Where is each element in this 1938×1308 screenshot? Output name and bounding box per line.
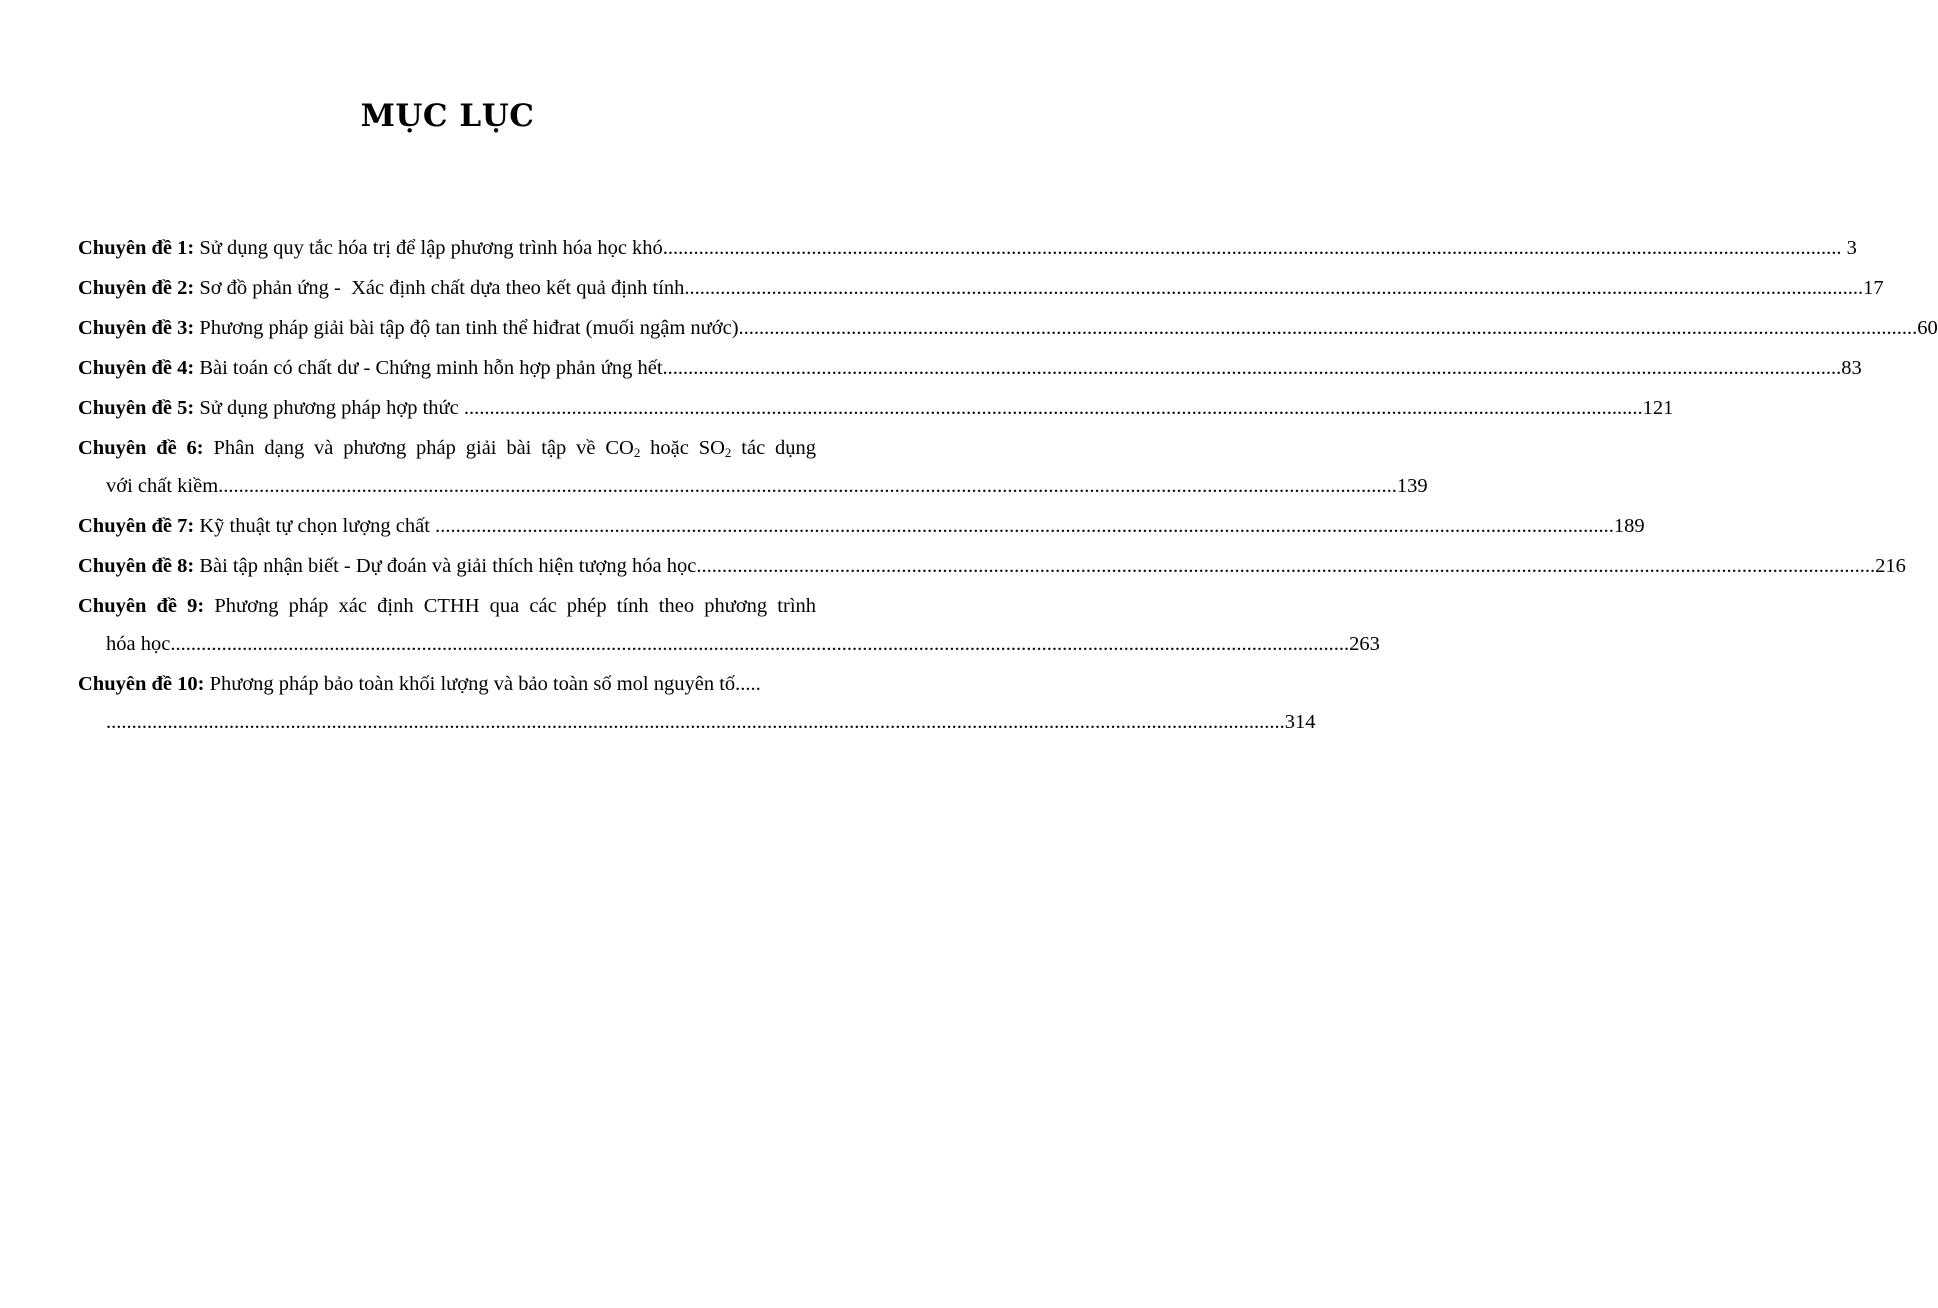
toc-entry-4[interactable]	[78, 349, 1862, 387]
leader-dots-trail: .....	[735, 673, 761, 695]
toc-entry-title-part: Phân dạng và phương pháp giải bài tập về CO	[213, 437, 634, 459]
toc-entry-8[interactable]	[78, 547, 1906, 585]
toc-entry-6[interactable]	[78, 429, 1428, 505]
leader-dots	[218, 467, 1397, 505]
leader-dots	[464, 389, 1643, 427]
toc-entry-1[interactable]	[78, 229, 1857, 267]
toc-entry-page: 3	[1846, 237, 1857, 259]
toc-entry-title: Bài toán có chất dư - Chứng minh hỗn hợp phản ứng hết	[199, 357, 663, 379]
toc-entry-label: Chuyên đề 9:	[78, 595, 205, 617]
toc-entry-page: 17	[1863, 277, 1884, 299]
leader-dots	[663, 349, 1842, 387]
toc-entry-page: 60	[1917, 317, 1938, 339]
leader-dots	[663, 229, 1842, 267]
toc-entry-page: 263	[1349, 633, 1380, 655]
toc-entry-label: Chuyên đề 8:	[78, 555, 195, 577]
toc-entry-label: Chuyên đề 5:	[78, 397, 195, 419]
toc-entry-second-line	[78, 703, 1316, 741]
toc-entry-page: 139	[1396, 475, 1428, 497]
table-of-contents	[78, 229, 1938, 743]
toc-entry-title: với chất kiềm	[106, 475, 219, 497]
toc-entry-label: Chuyên đề 7:	[78, 515, 195, 537]
toc-entry-9[interactable]	[78, 587, 1380, 663]
leader-dots	[170, 625, 1349, 663]
toc-entry-title: Sử dụng phương pháp hợp thức	[199, 397, 459, 419]
toc-entry-title: Sơ đồ phản ứng - Xác định chất dựa theo kết quả định tính	[199, 277, 685, 299]
toc-entry-page: 189	[1613, 515, 1645, 537]
toc-entry-title-part: Phương pháp xác định CTHH qua các phép tính theo phương trình	[214, 595, 817, 617]
toc-entry-label: Chuyên đề 4:	[78, 357, 195, 379]
subscript: 2	[724, 445, 732, 460]
leader-dots	[696, 547, 1875, 585]
toc-entry-second-line	[78, 467, 1428, 505]
toc-entry-label: Chuyên đề 2:	[78, 277, 195, 299]
toc-entry-title: Bài tập nhận biết - Dự đoán và giải thích hiện tượng hóa học	[199, 555, 697, 577]
toc-entry-page: 216	[1875, 555, 1906, 577]
toc-entry-first-line	[78, 665, 816, 703]
toc-entry-first-line	[78, 429, 816, 467]
toc-entry-first-line	[78, 587, 816, 625]
leader-dots	[435, 507, 1614, 545]
toc-entry-title: Phương pháp bảo toàn khối lượng và bảo toàn số mol nguyên tố	[209, 673, 736, 695]
toc-entry-label: Chuyên đề 10:	[78, 673, 205, 695]
toc-entry-title: Phương pháp giải bài tập độ tan tinh thể hiđrat (muối ngậm nước)	[199, 317, 739, 339]
toc-entry-page: 121	[1642, 397, 1674, 419]
toc-entry-page: 314	[1284, 711, 1316, 733]
toc-entry-title: Sử dụng quy tắc hóa trị để lập phương trình hóa học khó	[199, 237, 663, 259]
toc-entry-label: Chuyên đề 6:	[78, 437, 204, 459]
toc-entry-2[interactable]	[78, 269, 1884, 307]
toc-entry-label: Chuyên đề 1:	[78, 237, 195, 259]
subscript: 2	[633, 445, 641, 460]
toc-entry-title: hóa học	[106, 633, 171, 655]
leader-dots	[739, 309, 1918, 347]
leader-dots	[684, 269, 1863, 307]
toc-entry-title: Kỹ thuật tự chọn lượng chất	[199, 515, 430, 537]
leader-dots	[106, 703, 1285, 741]
toc-entry-5[interactable]	[78, 389, 1674, 427]
toc-entry-7[interactable]	[78, 507, 1645, 545]
toc-entry-second-line	[78, 625, 1380, 663]
toc-entry-3[interactable]	[78, 309, 1938, 347]
toc-entry-title-part: tác dụng	[731, 437, 817, 459]
page-title: MỤC LỤC	[360, 98, 535, 134]
toc-entry-10[interactable]	[78, 665, 1316, 741]
toc-entry-page: 83	[1841, 357, 1862, 379]
toc-entry-label: Chuyên đề 3:	[78, 317, 195, 339]
toc-entry-title-part: hoặc SO	[640, 437, 725, 459]
